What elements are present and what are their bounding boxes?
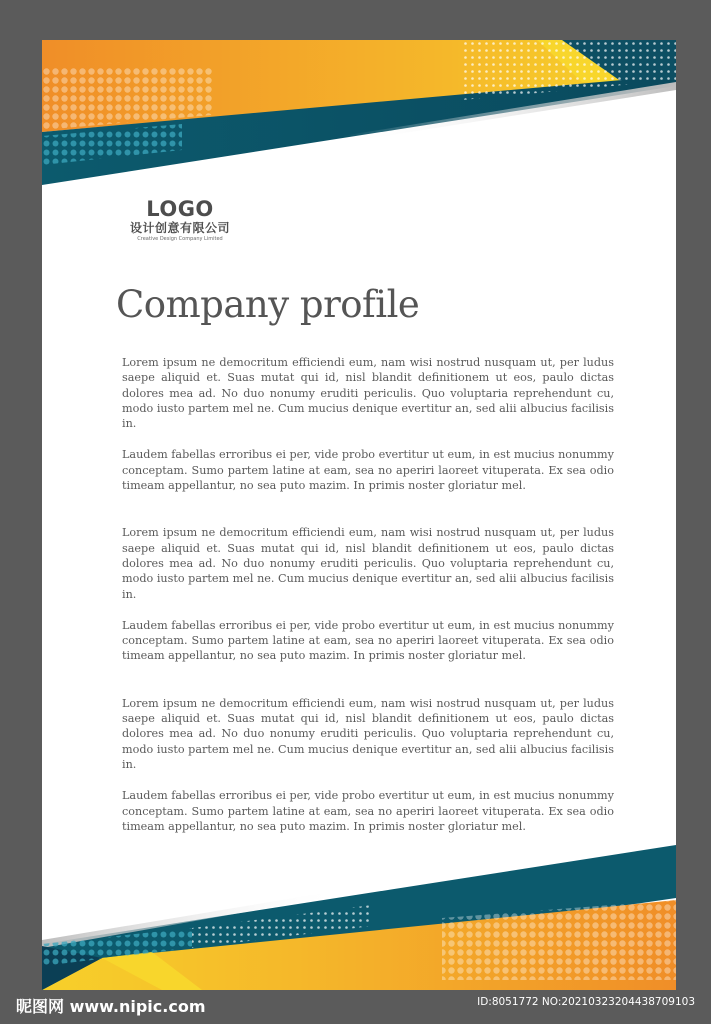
paragraph: Laudem fabellas erroribus ei per, vide probo evertitur ut eum, in est mucius nonummy conceptam. Sumo partem latine at eam, sea no aperiri laoreet vituperata. Ex sea odio timeam appellantur, no sea puto mazim. In primis noster gloriatur mel. xyxy=(122,618,614,663)
watermark-id: ID:8051772 NO:20210323204438709103 xyxy=(477,996,695,1008)
company-logo xyxy=(120,197,240,243)
logo-company-cn: 设计创意有限公司 xyxy=(129,221,230,235)
header-decoration xyxy=(42,40,676,190)
letterhead-page xyxy=(42,40,676,990)
logo-title: LOGO xyxy=(146,197,214,221)
footer-decoration xyxy=(42,840,676,990)
watermark-site: 昵图网 www.nipic.com xyxy=(16,997,206,1016)
paragraph: Lorem ipsum ne democritum efficiendi eum, nam wisi nostrud nusquam ut, per ludus saepe aliquid et. Suas mutat qui id, nisl blandit definitionem ut eos, paulo dictas dolores mea ad. No duo nonumy eruditi periculis. Quo voluptaria reprehendunt cu, modo iusto partem mel ne. Cum mucius denique evertitur an, sed alii albucius facilisis in. xyxy=(122,696,614,771)
paragraph: Laudem fabellas erroribus ei per, vide probo evertitur ut eum, in est mucius nonummy conceptam. Sumo partem latine at eam, sea no aperiri laoreet vituperata. Ex sea odio timeam appellantur, no sea puto mazim. In primis noster gloriatur mel. xyxy=(122,448,614,493)
paragraph: Laudem fabellas erroribus ei per, vide probo evertitur ut eum, in est mucius nonummy conceptam. Sumo partem latine at eam, sea no aperiri laoreet vituperata. Ex sea odio timeam appellantur, no sea puto mazim. In primis noster gloriatur mel. xyxy=(122,789,614,833)
logo-company-en: Creative Design Company Limited xyxy=(137,236,223,242)
paragraph: Lorem ipsum ne democritum efficiendi eum, nam wisi nostrud nusquam ut, per ludus saepe aliquid et. Suas mutat qui id, nisl blandit definitionem ut eos, paulo dictas dolores mea ad. No duo nonumy eruditi periculis. Quo voluptaria reprehendunt cu, modo iusto partem mel ne. Cum mucius denique evertitur an, sed alii albucius facilisis in. xyxy=(122,356,614,431)
page-title: Company profile xyxy=(116,283,420,326)
body-content xyxy=(122,355,614,834)
paragraph: Lorem ipsum ne democritum efficiendi eum, nam wisi nostrud nusquam ut, per ludus saepe aliquid et. Suas mutat qui id, nisl blandit definitionem ut eos, paulo dictas dolores mea ad. No duo nonumy eruditi periculis. Quo voluptaria reprehendunt cu, modo iusto partem mel ne. Cum mucius denique evertitur an, sed alii albucius facilisis in. xyxy=(122,526,614,601)
